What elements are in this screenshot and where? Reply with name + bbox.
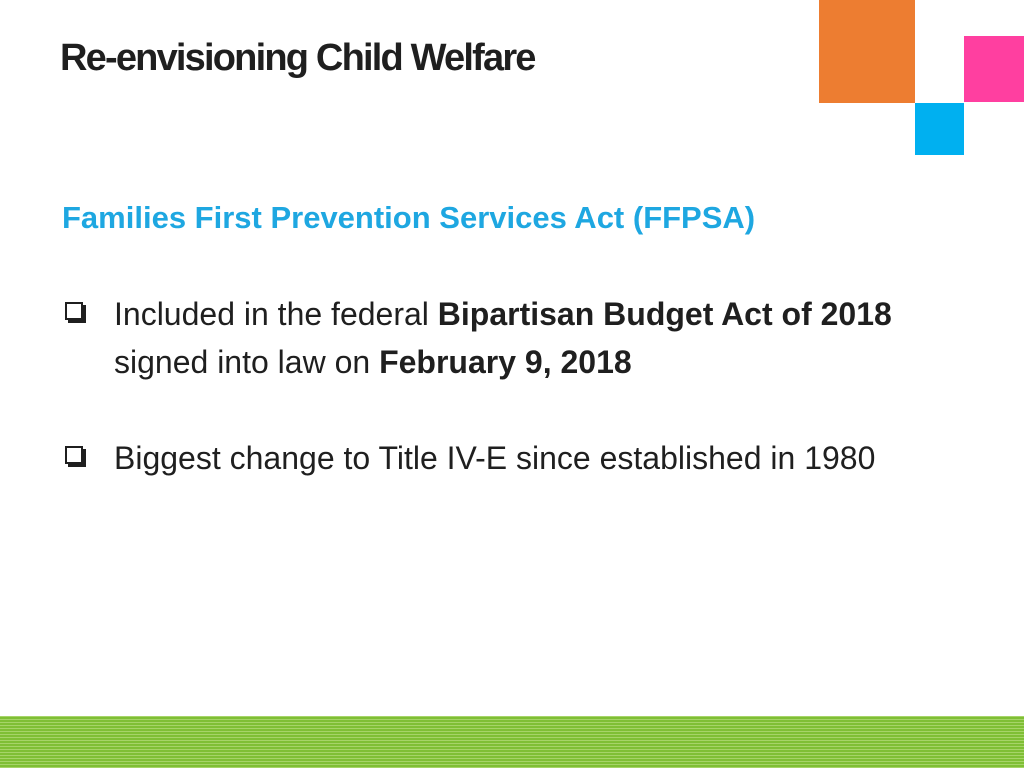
checkbox-square-icon	[65, 302, 83, 320]
orange-accent-square	[819, 0, 915, 103]
bullet-bold-date: February 9, 2018	[379, 344, 632, 380]
blue-accent-square	[915, 103, 964, 155]
checkbox-square-icon	[65, 446, 83, 464]
footer-green-stripe	[0, 716, 1024, 768]
bullet-text: Biggest change to Title IV-E since established in 1980	[114, 440, 876, 476]
bullet-bold-text: Bipartisan Budget Act of 2018	[437, 296, 892, 332]
bullet-text: Included in the federal	[114, 296, 438, 332]
slide-title: Re-envisioning Child Welfare	[60, 37, 535, 79]
bullet-text: signed into law on	[114, 344, 380, 380]
slide-subtitle: Families First Prevention Services Act (FFPSA)	[62, 200, 756, 235]
bullet-budget-act	[62, 290, 942, 386]
bullet-title-ive	[62, 434, 942, 482]
pink-accent-square	[964, 36, 1024, 102]
bullet-list	[62, 290, 942, 482]
